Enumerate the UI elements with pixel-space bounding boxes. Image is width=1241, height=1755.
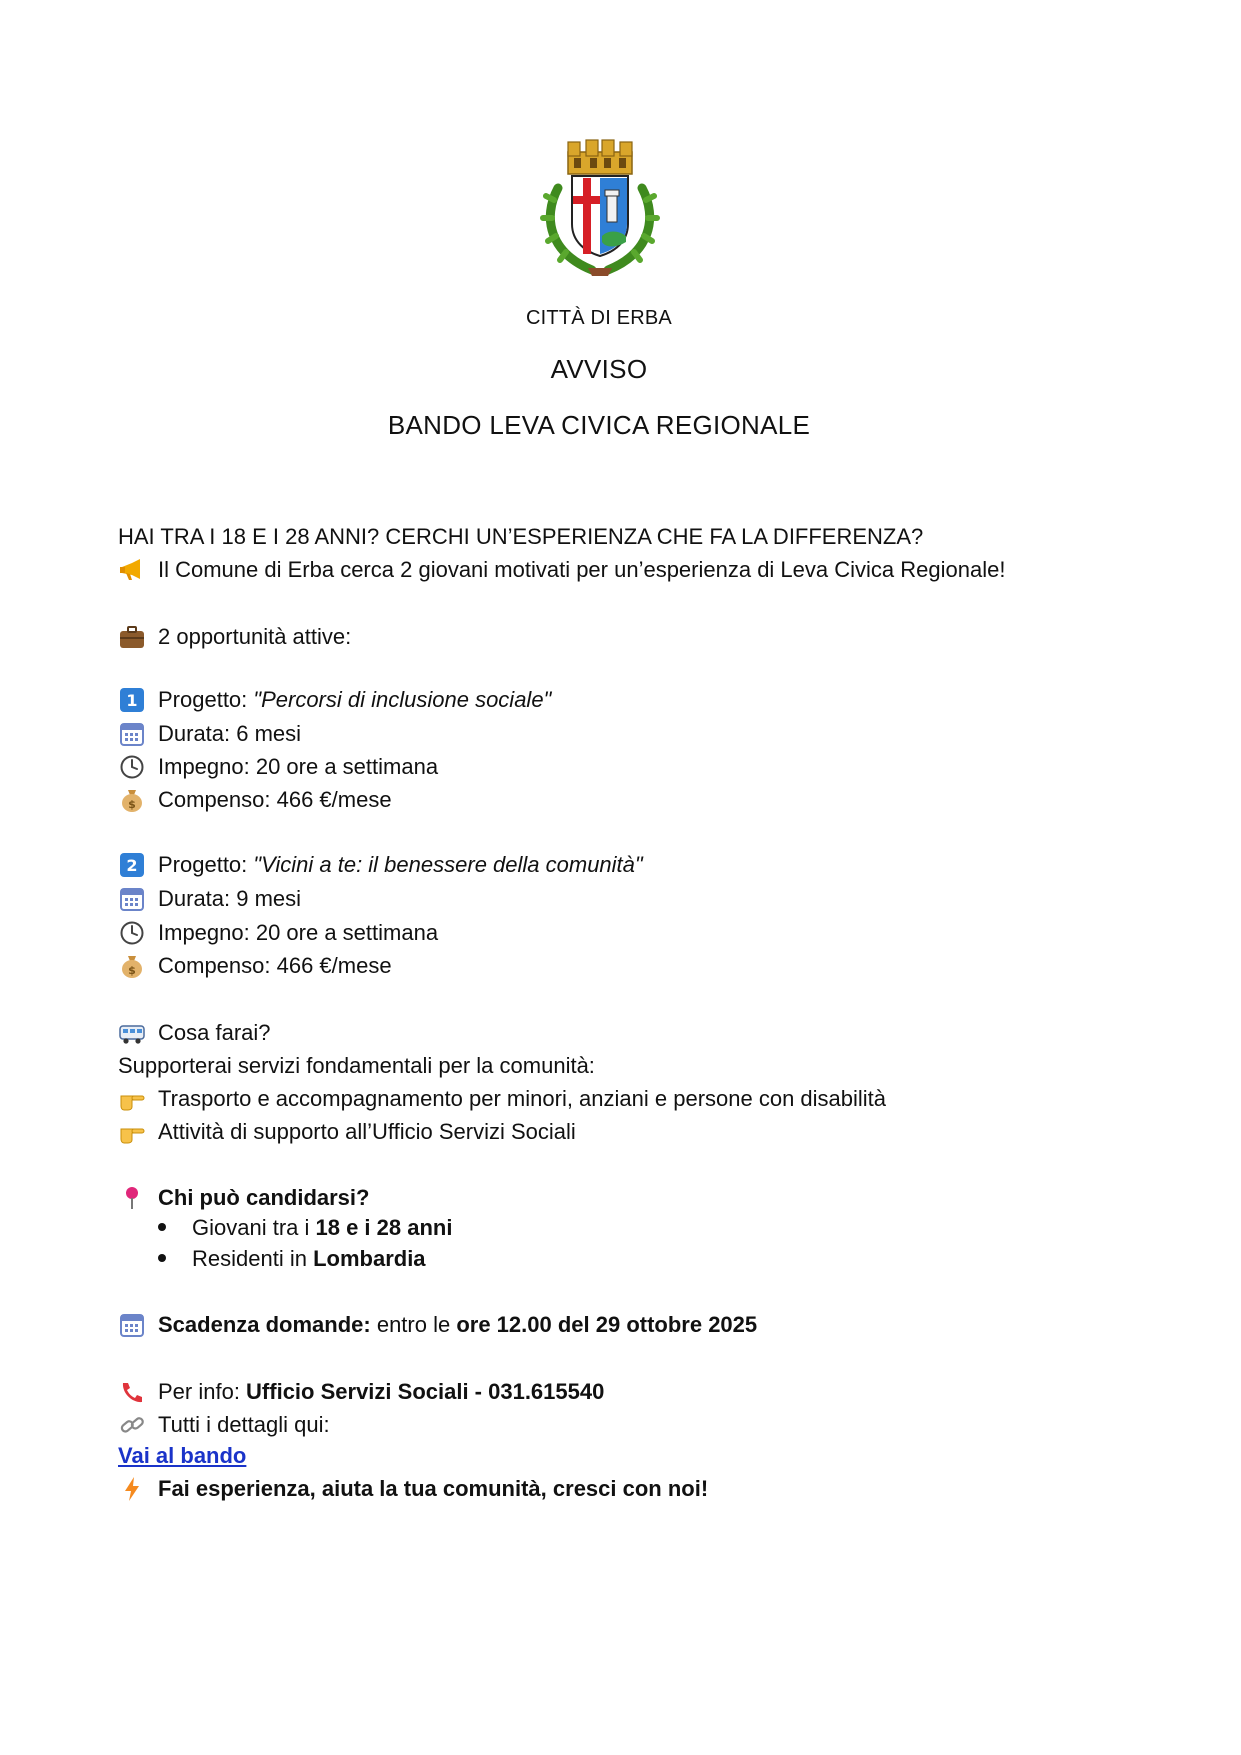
calendar-icon [118,721,146,747]
contact-label: Per info: [158,1379,247,1404]
money-bag-icon [118,787,146,813]
project-2-duration-text: Durata: 9 mesi [158,886,302,911]
activities-heading [118,1018,271,1048]
project-2-prefix: Progetto: [158,852,248,877]
phone-icon [118,1379,146,1405]
details-text: Tutti i dettagli qui: [158,1412,330,1437]
activities-intro-text: Supporterai servizi fondamentali per la comunità: [118,1053,595,1078]
link-icon [118,1412,146,1438]
eligibility-item [158,1213,452,1243]
project-1-pay-text: Compenso: 466 €/mese [158,787,392,812]
project-1-prefix: Progetto: [158,687,248,712]
contact-info [118,1377,604,1407]
activities-heading-text: Cosa farai? [158,1020,271,1045]
project-2-name: "Vicini a te: il benessere della comunità" [253,852,643,877]
project-1-commitment-text: Impegno: 20 ore a settimana [158,754,439,779]
eligibility-item [158,1244,426,1274]
activity-item [118,1117,576,1147]
eligibility-item-bold: Lombardia [313,1246,426,1271]
bando-link[interactable]: Vai al bando [118,1443,247,1468]
contact-value: Ufficio Servizi Sociali - 031.615540 [246,1379,605,1404]
notice-label: AVVISO [550,354,648,384]
project-1-commitment [118,752,438,782]
eligibility-heading-text: Chi può candidarsi? [158,1185,370,1210]
pointing-hand-icon [118,1119,146,1145]
project-2-commitment-text: Impegno: 20 ore a settimana [158,920,439,945]
svg-text:$: $ [128,798,136,811]
bullet-dot [158,1254,166,1262]
page-title: BANDO LEVA CIVICA REGIONALE [387,410,811,440]
activity-item-text: Attività di supporto all’Ufficio Servizi Sociali [158,1119,576,1144]
project-1-name: "Percorsi di inclusione sociale" [253,687,552,712]
details-line [118,1410,330,1440]
opportunities-heading-text: 2 opportunità attive: [158,624,352,649]
calendar-icon [118,1312,146,1338]
deadline-mid: entro le [370,1312,457,1337]
project-2-pay-text: Compenso: 466 €/mese [158,953,392,978]
activity-item-text: Trasporto e accompagnamento per minori, anziani e persone con disabilità [158,1086,887,1111]
intro-announcement-text: Il Comune di Erba cerca 2 giovani motivati per un’esperienza di Leva Civica Regionale! [158,557,1006,582]
city-crest-icon [540,138,660,280]
pin-icon [118,1185,146,1211]
svg-text:$: $ [128,964,136,977]
briefcase-icon [118,624,146,650]
eligibility-heading [118,1183,369,1213]
project-2-pay [118,951,392,981]
opportunities-heading [118,622,351,652]
project-2-duration [118,884,301,914]
eligibility-item-text: Residenti in [192,1246,314,1271]
keycap-one-icon [118,687,146,713]
lightning-icon [118,1476,146,1502]
bando-link-line [118,1441,246,1471]
eligibility-item-text: Giovani tra i [192,1215,316,1240]
pointing-hand-icon [118,1086,146,1112]
town-name: CITTÀ DI ERBA [526,307,672,329]
intro-announcement [118,555,1005,585]
keycap-two-icon [118,852,146,878]
project-1-pay [118,785,392,815]
clock-icon [118,920,146,946]
intro-question-text: HAI TRA I 18 E I 28 ANNI? CERCHI UN’ESPERIENZA CHE FA LA DIFFERENZA? [118,524,924,549]
money-bag-icon [118,953,146,979]
bullet-dot [158,1223,166,1231]
closing-line [118,1474,708,1504]
project-1-duration [118,719,301,749]
activities-intro [118,1051,595,1081]
calendar-icon [118,886,146,912]
closing-text: Fai esperienza, aiuta la tua comunità, cresci con noi! [158,1476,709,1501]
project-1-duration-text: Durata: 6 mesi [158,721,302,746]
deadline [118,1310,757,1340]
intro-question [118,522,923,552]
clock-icon [118,754,146,780]
svg-text:1: 1 [126,691,138,710]
eligibility-item-bold: 18 e i 28 anni [315,1215,453,1240]
project-2-commitment [118,918,438,948]
deadline-value: ore 12.00 del 29 ottobre 2025 [456,1312,758,1337]
activity-item [118,1084,886,1114]
project-2-title [118,850,643,880]
megaphone-icon [118,557,146,583]
deadline-label: Scadenza domande: [158,1312,371,1337]
svg-text:2: 2 [126,856,138,875]
project-1-title [118,685,551,715]
minibus-icon [118,1020,146,1046]
